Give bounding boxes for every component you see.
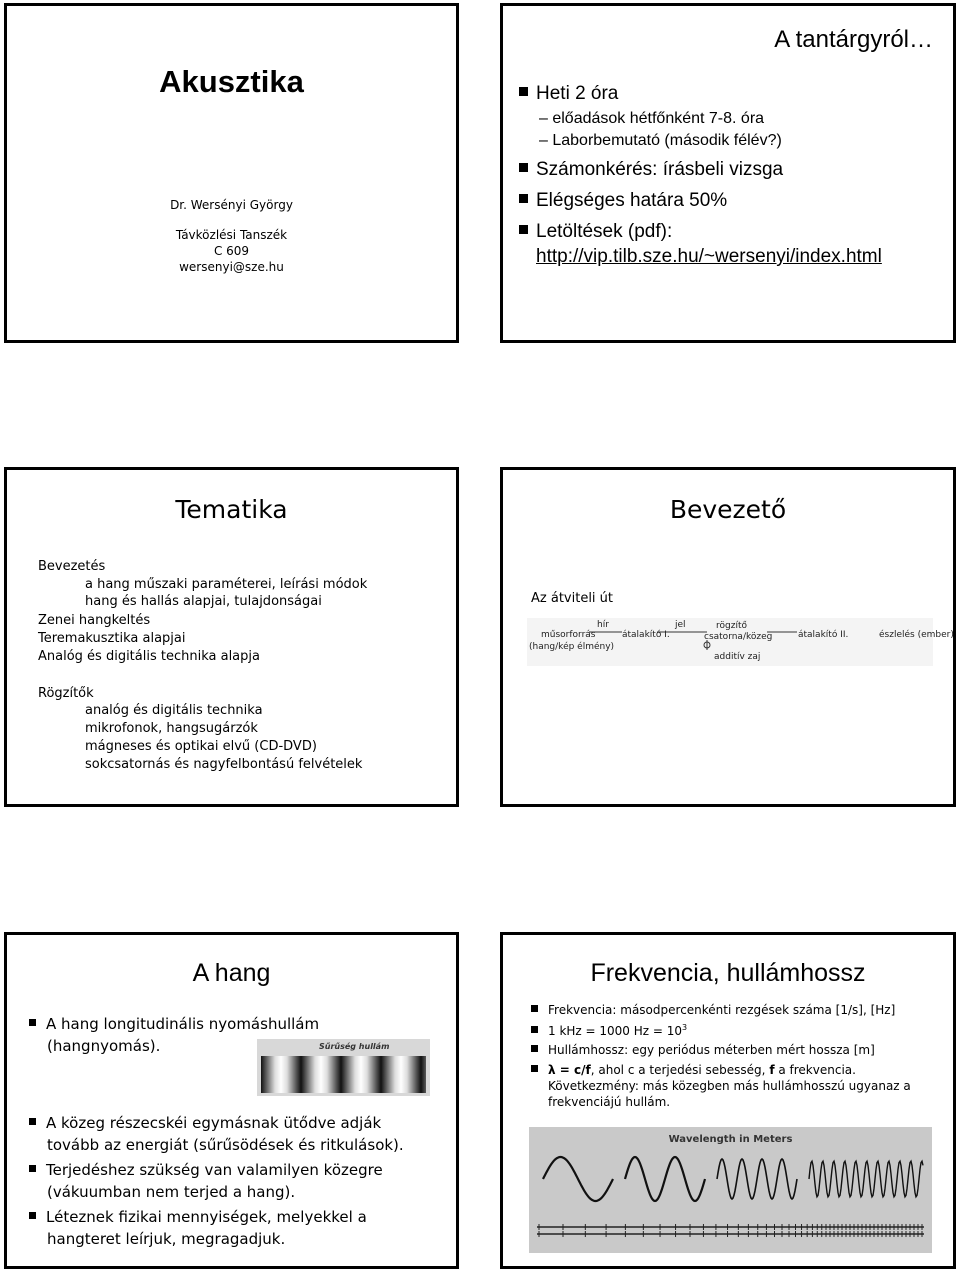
topic-line: Teremakusztika alapjai (38, 631, 186, 646)
bullet-item: Hullámhossz: egy periódus méterben mért hossza [m] (531, 1043, 875, 1057)
bullet-item-cont: hangteret leírjuk, megragadjuk. (47, 1230, 286, 1248)
slide-2-title: A tantárgyról… (774, 26, 933, 53)
topic-line: mágneses és optikai elvű (CD-DVD) (85, 739, 317, 754)
bullet-item: Frekvencia: másodpercenkénti rezgések száma [1/s], [Hz] (531, 1003, 895, 1017)
email: wersenyi@sze.hu (179, 260, 284, 274)
slide-1 (4, 3, 459, 343)
bullet-icon (531, 1005, 538, 1012)
bullet-item: 1 kHz = 1000 $Hz = 10^3$ (531, 1023, 687, 1038)
bullet-icon (531, 1045, 538, 1052)
bullet-item: A közeg részecskéi egymásnak ütődve adják (29, 1114, 381, 1132)
bullet-icon (29, 1118, 36, 1125)
bullet-icon (531, 1026, 538, 1033)
download-link[interactable]: http://vip.tilb.sze.hu/~wersenyi/index.html (536, 246, 882, 267)
density-wave-image (257, 1039, 430, 1096)
slide-3 (4, 467, 459, 807)
topic-line: Analóg és digitális technika alapja (38, 649, 260, 664)
label-source: műsorforrás (541, 630, 596, 640)
slide-4-title: Bevezető (669, 495, 787, 524)
room: C 609 (213, 244, 250, 258)
topic-line: analóg és digitális technika (85, 703, 263, 718)
bullet-item-cont: tovább az energiát (sűrűsödések és ritkulások). (47, 1136, 404, 1154)
bullet-item: Letöltések (pdf): (519, 221, 672, 243)
bullet-item: Heti 2 óra (519, 83, 618, 105)
department: Távközlési Tanszék (175, 228, 288, 242)
bullet-item: Elégséges határa 50% (519, 190, 727, 212)
wavelength-image-title: Wavelength in Meters (668, 1134, 793, 1145)
density-wave-label: Sűrűség hullám (319, 1042, 390, 1051)
dash-icon: – (539, 132, 553, 149)
label-converter-1: átalakító I. (622, 630, 670, 640)
topic-line: a hang műszaki paraméterei, leírási módok (85, 577, 368, 592)
label-recorder: rögzítő (716, 621, 747, 631)
bullet-item-cont: Következmény: más közegben más hullámhosszú ugyanaz a (548, 1079, 911, 1093)
topic-line: Rögzítők (38, 686, 94, 701)
bullet-icon (29, 1212, 36, 1219)
topic-line: mikrofonok, hangsugárzók (85, 721, 258, 736)
bullet-icon (519, 194, 528, 203)
slide-4 (500, 467, 956, 807)
author: Dr. Wersényi György (170, 198, 293, 212)
transmission-diagram (527, 618, 954, 666)
slide-4-subtitle: Az átviteli út (531, 591, 614, 606)
slide-5 (4, 932, 459, 1269)
topic-line: sokcsatornás és nagyfelbontású felvételek (85, 757, 363, 772)
dash-icon: – (539, 110, 553, 127)
bullet-item: λ = c/f, ahol c a terjedési sebesség, f a frekvencia. (531, 1063, 856, 1077)
topic-line: Bevezetés (38, 559, 106, 574)
topic-line: hang és hallás alapjai, tulajdonságai (85, 594, 322, 609)
density-wave-bands (261, 1056, 426, 1093)
label-channel: csatorna/közeg (704, 632, 773, 642)
topic-line: Zenei hangkeltés (38, 613, 151, 628)
wavelength-image (529, 1127, 932, 1253)
bullet-icon (519, 87, 528, 96)
label-message: hír (597, 620, 609, 630)
bullet-icon (29, 1019, 36, 1026)
bullet-item: A hang longitudinális nyomáshullám (29, 1015, 319, 1033)
bullet-item-cont: (hangnyomás). (47, 1037, 161, 1055)
label-converter-2: átalakító II. (798, 630, 849, 640)
bullet-icon (29, 1165, 36, 1172)
bullet-item-cont: (vákuumban nem terjed a hang). (47, 1183, 296, 1201)
bullet-icon (531, 1065, 538, 1072)
label-perception: észlelés (ember) (879, 630, 954, 640)
bullet-item: Léteznek fizikai mennyiségek, melyekkel a (29, 1208, 367, 1226)
slide-2 (500, 3, 956, 343)
bullet-item: Terjedéshez szükség van valamilyen közegre (29, 1161, 383, 1179)
bullet-item-cont: frekvenciájú hullám. (548, 1095, 671, 1109)
label-noise: additív zaj (714, 652, 761, 662)
label-signal: jel (675, 620, 686, 630)
slide-5-title: A hang (192, 959, 271, 987)
bullet-icon (519, 225, 528, 234)
slide-6-title: Frekvencia, hullámhossz (590, 959, 866, 987)
sub-item: – előadások hétfőnként 7-8. óra (539, 110, 765, 127)
wavelength-waves (529, 1127, 932, 1253)
slide-6 (500, 932, 956, 1269)
bullet-icon (519, 163, 528, 172)
label-source-sub: (hang/kép élmény) (529, 642, 615, 652)
slide-1-title: Akusztika (159, 64, 304, 99)
sub-item: – Laborbemutató (második félév?) (539, 132, 782, 149)
bullet-item: Számonkérés: írásbeli vizsga (519, 159, 783, 181)
slide-3-title: Tematika (175, 495, 288, 524)
